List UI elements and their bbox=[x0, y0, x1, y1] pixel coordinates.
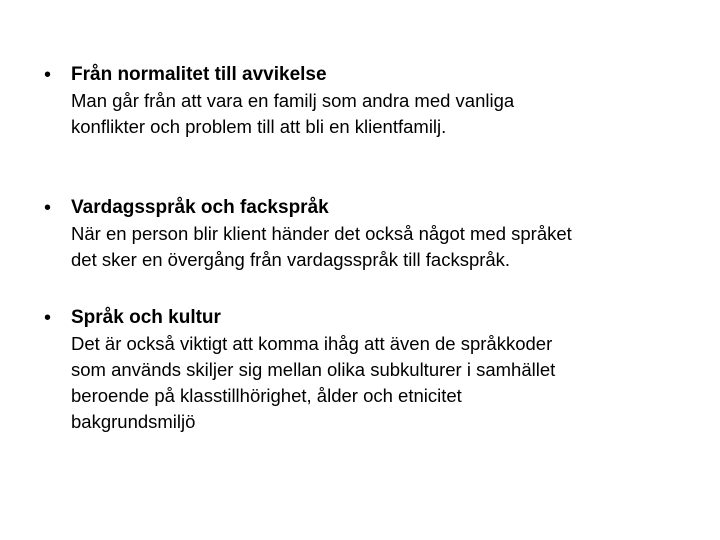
body-line: Det är också viktigt att komma ihåg att även de språkkoder bbox=[71, 333, 553, 354]
bullet-item-kultur bbox=[44, 305, 684, 435]
bullet-body bbox=[71, 331, 684, 435]
body-line: När en person blir klient händer det också något med språket bbox=[71, 223, 572, 244]
bullet-icon: • bbox=[44, 197, 52, 219]
bullet-title: Språk och kultur bbox=[71, 307, 221, 328]
bullet-icon: • bbox=[44, 64, 52, 86]
body-line: konflikter och problem till att bli en klientfamilj. bbox=[71, 116, 447, 137]
body-line: bakgrundsmiljö bbox=[71, 411, 196, 432]
bullet-title: Vardagsspråk och fackspråk bbox=[71, 197, 329, 218]
bullet-title: Från normalitet till avvikelse bbox=[71, 64, 327, 85]
bullet-body bbox=[71, 221, 684, 273]
body-line: som används skiljer sig mellan olika subkulturer i samhället bbox=[71, 359, 556, 380]
body-line: beroende på klasstillhörighet, ålder och etnicitet bbox=[71, 385, 462, 406]
bullet-icon: • bbox=[44, 307, 52, 329]
body-line: Man går från att vara en familj som andra med vanliga bbox=[71, 90, 515, 111]
bullet-item-sprak bbox=[44, 195, 684, 273]
body-line: det sker en övergång från vardagsspråk till fackspråk. bbox=[71, 249, 511, 270]
bullet-body bbox=[71, 88, 684, 140]
bullet-item-normalitet bbox=[44, 62, 684, 140]
